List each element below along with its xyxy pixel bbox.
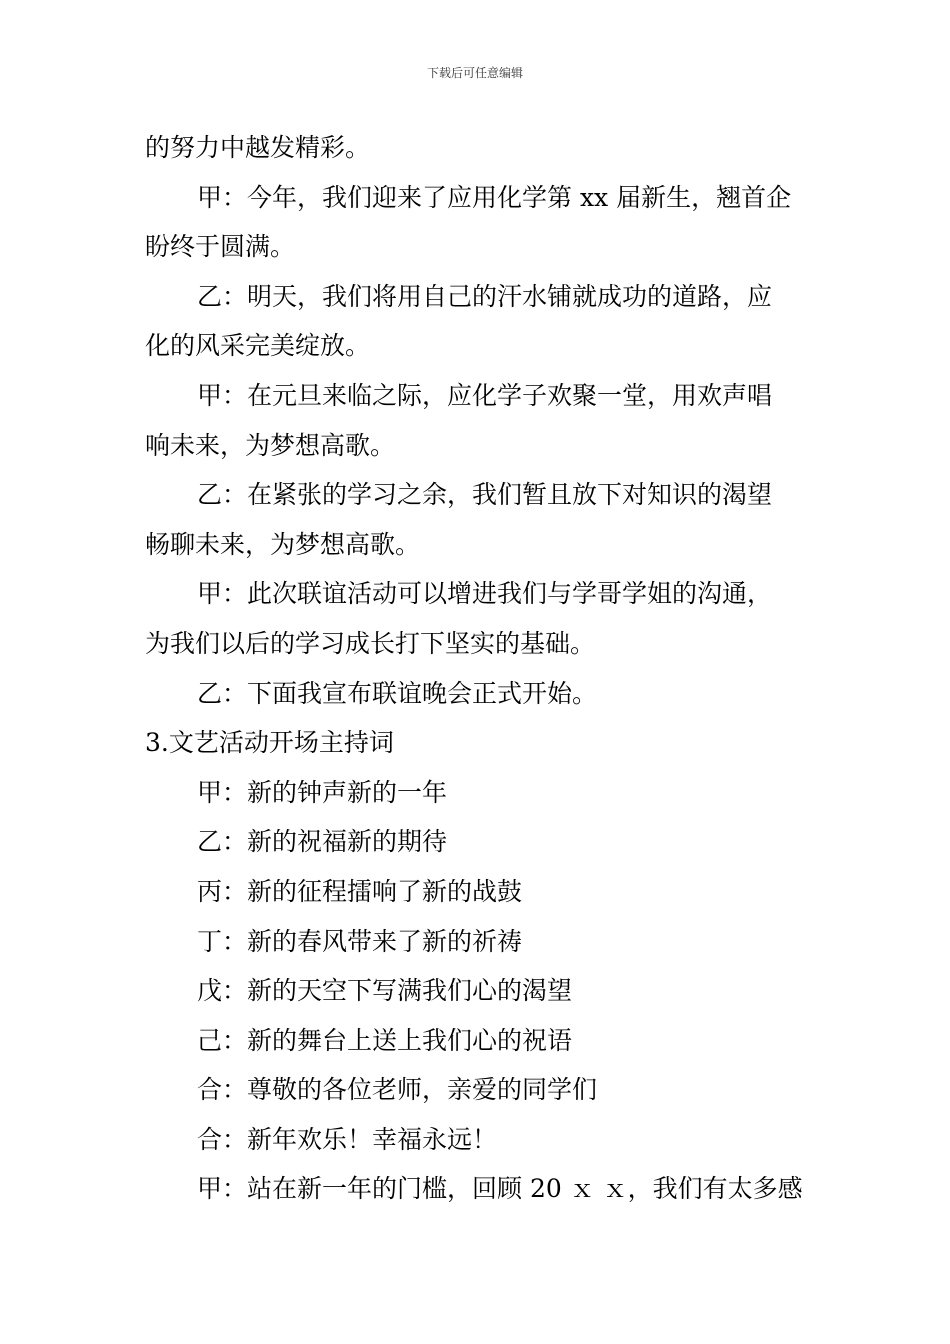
text-line: 甲：新的钟声新的一年 bbox=[197, 777, 448, 807]
text-line: 乙：明天，我们将用自己的汗水铺就成功的道路，应 bbox=[197, 281, 773, 311]
text-line: 盼终于圆满。 bbox=[145, 232, 296, 262]
text-line: 丁：新的春风带来了新的祈祷 bbox=[197, 926, 523, 956]
page-header-note: 下载后可任意编辑 bbox=[426, 66, 523, 80]
text-line: 己：新的舞台上送上我们心的祝语 bbox=[197, 1025, 573, 1055]
text-line: 乙：在紧张的学习之余，我们暂且放下对知识的渴望 bbox=[197, 480, 773, 510]
text-line: 甲：今年，我们迎来了应用化学第 xx 届新生，翘首企 bbox=[197, 182, 792, 212]
text-line: 合：尊敬的各位老师，亲爱的同学们 bbox=[197, 1075, 598, 1105]
text-line: 化的风采完美绽放。 bbox=[145, 331, 371, 361]
text-line: 响未来，为梦想高歌。 bbox=[145, 430, 396, 460]
text-line: 戊：新的天空下写满我们心的渴望 bbox=[197, 976, 573, 1006]
text-line: 的努力中越发精彩。 bbox=[145, 133, 371, 162]
text-line: 畅聊未来，为梦想高歌。 bbox=[145, 529, 421, 559]
text-line: 为我们以后的学习成长打下坚实的基础。 bbox=[145, 628, 596, 658]
section-heading: 3.文艺活动开场主持词 bbox=[145, 728, 394, 758]
text-line: 甲：站在新一年的门槛，回顾 20 ｘ ｘ，我们有太多感 bbox=[197, 1174, 803, 1204]
text-line: 乙：新的祝福新的期待 bbox=[197, 827, 448, 857]
text-line: 甲：在元旦来临之际，应化学子欢聚一堂，用欢声唱 bbox=[197, 380, 773, 410]
text-line: 丙：新的征程擂响了新的战鼓 bbox=[197, 876, 523, 906]
text-line: 合：新年欢乐！幸福永远！ bbox=[197, 1124, 498, 1154]
text-line: 乙：下面我宣布联谊晚会正式开始。 bbox=[197, 678, 598, 708]
document-body bbox=[145, 123, 810, 1214]
text-line: 甲：此次联谊活动可以增进我们与学哥学姐的沟通， bbox=[197, 579, 773, 609]
